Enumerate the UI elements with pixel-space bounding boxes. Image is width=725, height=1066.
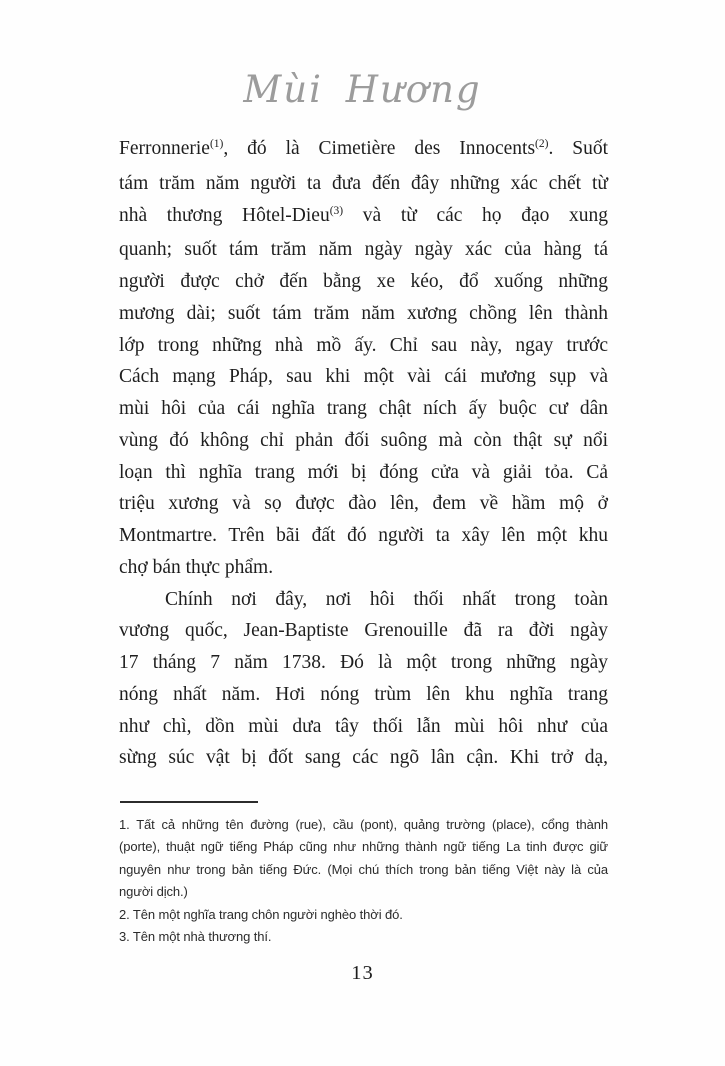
body-text-line bbox=[119, 393, 608, 425]
footnotes bbox=[119, 814, 608, 948]
footnote-line: 1. Tất cả những tên đường (rue), cầu (pont), quảng trường (place), cổng thành bbox=[119, 817, 608, 832]
footnote-line: nguyên như trong bản tiếng Đức. (Mọi chú thích trong bản tiếng Việt này là của bbox=[119, 861, 608, 877]
text-run: vùng đó không chỉ phản đối suông mà còn thật sự nổi bbox=[119, 429, 608, 451]
footnote-line: (porte), thuật ngữ tiếng Pháp cũng như những thành ngữ tiếng La tinh được giữ bbox=[119, 839, 608, 855]
body-text-line bbox=[119, 457, 608, 489]
body-text-line bbox=[119, 361, 608, 393]
text-run: quanh; suốt tám trăm năm ngày ngày xác của hàng tá bbox=[119, 239, 608, 261]
text-run: nhà thương Hôtel-Dieu bbox=[119, 204, 330, 226]
body-text-line bbox=[119, 133, 608, 168]
body-text-line bbox=[119, 679, 608, 711]
body-text-line bbox=[119, 425, 608, 457]
body-text-line bbox=[119, 298, 608, 330]
footnote-separator-rule bbox=[120, 801, 258, 803]
body-text-line bbox=[119, 488, 608, 520]
text-run: tám trăm năm người ta đưa đến đây những xác chết từ bbox=[119, 172, 608, 194]
body-text-line bbox=[119, 615, 608, 647]
text-run: như chì, dồn mùi dưa tây thối lẫn mùi hôi như của bbox=[119, 715, 608, 737]
body-text bbox=[119, 133, 608, 774]
body-text-line bbox=[119, 234, 608, 266]
text-run: Montmartre. Trên bãi đất đó người ta xây lên một khu bbox=[119, 525, 608, 546]
text-run: người được chở đến bằng xe kéo, đổ xuống những bbox=[119, 271, 608, 292]
body-text-line bbox=[119, 647, 608, 679]
footnote-line: 3. Tên một nhà thương thí. bbox=[119, 929, 272, 945]
text-run: vương quốc, Jean-Baptiste Grenouille đã ra đời ngày bbox=[119, 620, 608, 642]
footnote-reference-superscript: (1) bbox=[209, 138, 224, 150]
page-number: 13 bbox=[351, 962, 374, 984]
body-text-line bbox=[119, 200, 608, 235]
text-run: Cách mạng Pháp, sau khi một vài cái mương sụp và bbox=[119, 366, 608, 388]
text-run: chợ bán thực phẩm. bbox=[119, 556, 274, 578]
footnote-line: người dịch.) bbox=[119, 884, 188, 900]
text-run: sừng súc vật bị đốt sang các ngõ lân cận. Khi trở dạ, bbox=[119, 747, 608, 769]
text-run: nóng nhất năm. Hơi nóng trùm lên khu nghĩa trang bbox=[119, 683, 608, 705]
text-run: lớp trong những nhà mồ ấy. Chỉ sau này, ngay trước bbox=[119, 334, 608, 356]
body-text-line bbox=[119, 168, 608, 200]
text-run: và từ các họ đạo xung bbox=[343, 204, 608, 226]
text-run: , đó là Cimetière des Innocents bbox=[223, 138, 536, 159]
body-text-line bbox=[119, 584, 608, 616]
text-run: Chính nơi đây, nơi hôi thối nhất trong toàn bbox=[165, 588, 608, 610]
body-text-line bbox=[119, 711, 608, 743]
text-run: mương dài; suốt tám trăm năm xương chồng lên thành bbox=[119, 302, 608, 324]
text-run: . Suốt bbox=[548, 138, 609, 159]
body-text-line bbox=[119, 520, 608, 552]
body-text-line bbox=[119, 742, 608, 774]
text-run: loạn thì nghĩa trang mới bị đóng cửa và giải tỏa. Cả bbox=[119, 461, 608, 483]
body-text-line bbox=[119, 266, 608, 298]
body-text-line bbox=[119, 330, 608, 362]
text-run: Ferronnerie bbox=[119, 138, 210, 159]
text-run: triệu xương và sọ được đào lên, đem về hầm mộ ở bbox=[119, 493, 608, 515]
text-run: 17 tháng 7 năm 1738. Đó là một trong những ngày bbox=[119, 652, 608, 673]
running-header-title: Mùi Hương bbox=[243, 68, 482, 111]
footnote-reference-superscript: (2) bbox=[535, 138, 549, 150]
body-text-line bbox=[119, 552, 608, 584]
footnote-line: 2. Tên một nghĩa trang chôn người nghèo thời đó. bbox=[119, 906, 403, 922]
text-run: mùi hôi của cái nghĩa trang chật ních ấy buộc cư dân bbox=[119, 398, 608, 419]
footnote-reference-superscript: (3) bbox=[329, 204, 344, 217]
